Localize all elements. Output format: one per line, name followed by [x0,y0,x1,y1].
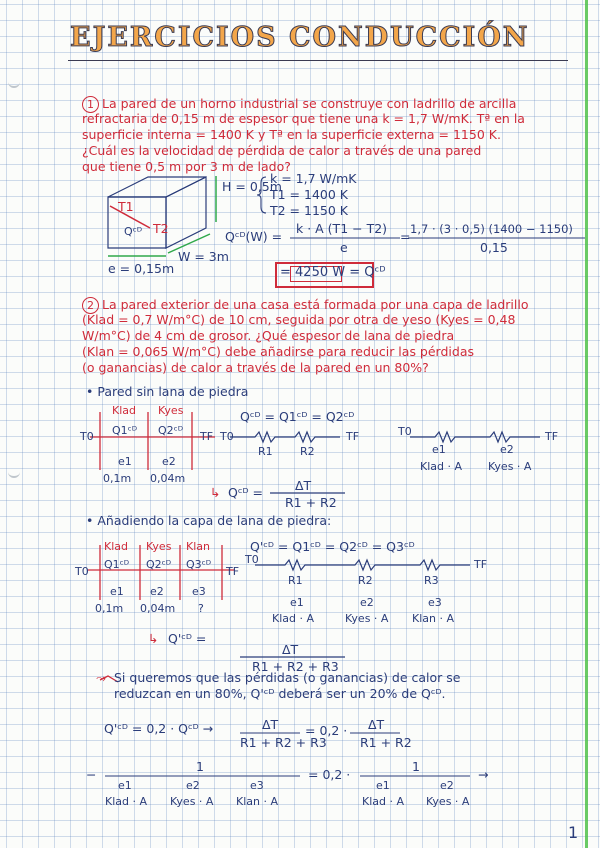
sec-b-t0: T0 [75,565,89,578]
section-a-heading: • Pared sin lana de piedra [86,384,249,399]
sec-a-e1: e1 [118,455,132,468]
final-frac-b-1-den: Klad · A [362,795,405,808]
fig1-w-label: W = 3m [178,249,229,264]
problem-2-line-5: (o ganancias) de calor a través de la pared en un 80%? [82,360,429,375]
final-frac-1-den: Klad · A [105,795,148,808]
fig1-e-label: e = 0,15m [108,261,175,276]
sec-b-rfrac-1-num: e1 [290,596,304,609]
sec-b-circuit-tf: TF [474,558,488,571]
sec-a-res-t0: T0 [398,425,412,438]
sec-b-formula-lhs: Q'ᶜᴰ = [168,631,207,646]
conclusion-eq-lhs: Q'ᶜᴰ = 0,2 · Qᶜᴰ → [104,721,214,736]
sec-a-rfrac-1-den: Klad · A [420,460,463,473]
final-frac-b-2-num: e2 [440,779,454,792]
fig1-t2-label: T2 [153,221,169,236]
sec-a-e2: e2 [162,455,176,468]
final-frac-2-den: Kyes · A [170,795,214,808]
sec-b-relation: Q'ᶜᴰ = Q1ᶜᴰ = Q2ᶜᴰ = Q3ᶜᴰ [250,539,415,554]
sec-a-thick-2: 0,04m [150,472,186,485]
sec-a-r2: R2 [300,445,315,458]
problem-2-line-3: W/m°C) de 4 cm de grosor. ¿Qué espesor de lana de piedra [82,328,455,343]
problem-1-line-1: 1 La pared de un horno industrial se construye con ladrillo de arcilla [82,96,516,113]
sec-a-q2: Q2ᶜᴰ [158,424,184,437]
conclusion-eq-a-num: ΔT [262,717,279,732]
eq1-den1: e [340,240,348,255]
fig1-q-label: Qᶜᴰ [124,225,143,238]
sec-a-r1: R1 [258,445,273,458]
eq1-num2: 1,7 · (3 · 0,5) (1400 − 1150) [410,222,573,236]
sec-a-tf: TF [200,430,214,443]
final-mid: = 0,2 · [308,767,351,782]
sec-b-rfrac-2-den: Kyes · A [345,612,389,625]
conclusion-arrow: ⤳ [96,670,107,685]
final-one-a: 1 [196,759,204,774]
sec-a-relation: Qᶜᴰ = Q1ᶜᴰ = Q2ᶜᴰ [240,409,355,424]
sec-b-formula-den: R1 + R2 + R3 [252,659,339,674]
eq1-den2: 0,15 [480,240,508,255]
sec-b-q2: Q2ᶜᴰ [146,558,172,571]
sec-b-rfrac-1-den: Klad · A [272,612,315,625]
sec-b-formula-num: ΔT [282,642,299,657]
conclusion-eq-mid: = 0,2 · [305,723,348,738]
sec-a-t0: T0 [80,430,94,443]
sec-b-wall-label-1: Klad [104,540,128,553]
sec-a-res-tf: TF [545,430,559,443]
sec-b-wall-label-2: Kyes [146,540,172,553]
final-frac-b-1-num: e1 [376,779,390,792]
conclusion-line-1: Si queremos que las pérdidas (o ganancias) de calor se [114,670,461,685]
problem-2-line-4: (Klan = 0,065 W/m°C) debe añadirse para reducir las pérdidas [82,344,474,359]
final-frac-b-2-den: Kyes · A [426,795,470,808]
problem-1-number: 1 [82,96,99,113]
sec-b-thick-1: 0,1m [95,602,124,615]
page-title: EJERCICIOS CONDUCCIÓN [70,22,530,53]
sec-b-q1: Q1ᶜᴰ [104,558,130,571]
conclusion-eq-b-num: ΔT [368,717,385,732]
sec-b-thick-2: 0,04m [140,602,176,615]
eq1-mid: = [400,229,411,244]
sec-a-wall-label-1: Klad [112,404,136,417]
sec-b-rfrac-2-num: e2 [360,596,374,609]
conclusion-eq-a-den: R1 + R2 + R3 [240,735,327,750]
sec-b-circuit-t0: T0 [245,553,259,566]
fig1-data-k: k = 1,7 W/mK [270,171,357,186]
problem-2-line-1: 2 La pared exterior de una casa está formada por una capa de ladrillo [82,297,529,314]
problem-1-line-5: que tiene 0,5 m por 3 m de lado? [82,159,291,174]
final-arrow: → [478,767,489,782]
sec-a-q1: Q1ᶜᴰ [112,424,138,437]
final-frac-3-den: Klan · A [236,795,278,808]
problem-1-line-2: refractaria de 0,15 m de espesor que tiene una k = 1,7 W/mK. Tª en la [82,111,525,126]
problem-1-line-4: ¿Cuál es la velocidad de pérdida de calor a través de una pared [82,143,482,158]
sec-a-rfrac-2-den: Kyes · A [488,460,532,473]
sec-a-formula-num: ΔT [295,478,312,493]
sec-b-e2: e2 [150,585,164,598]
eq1-result: = 4250 W = Qᶜᴰ [280,265,386,280]
final-frac-1-num: e1 [118,779,132,792]
final-frac-3-num: e3 [250,779,264,792]
problem-2-number: 2 [82,297,99,314]
fig1-data-t1: T1 = 1400 K [270,187,348,202]
sec-a-rfrac-2-num: e2 [500,443,514,456]
conclusion-line-2: reduzcan en un 80%, Q'ᶜᴰ deberá ser un 20% de Qᶜᴰ. [114,686,446,701]
sec-b-rfrac-3-num: e3 [428,596,442,609]
sec-a-rfrac-1-num: e1 [432,443,446,456]
final-frac-2-num: e2 [186,779,200,792]
problem-1-line-3: superficie interna = 1400 K y Tª en la superficie externa = 1150 K. [82,127,501,142]
final-one-b: 1 [412,759,420,774]
sec-b-thick-3: ? [198,602,204,615]
conclusion-eq-b-den: R1 + R2 [360,735,412,750]
sec-b-r3: R3 [424,574,439,587]
final-prefix: − [86,767,97,782]
sec-b-rfrac-3-den: Klan · A [412,612,454,625]
sec-b-r2: R2 [358,574,373,587]
fig1-data-t2: T2 = 1150 K [270,203,348,218]
section-b-heading: • Añadiendo la capa de lana de piedra: [86,513,332,528]
sec-a-circuit-tf: TF [346,430,360,443]
fig1-h-label: H = 0,5m [222,179,282,194]
sec-b-q3: Q3ᶜᴰ [186,558,212,571]
sec-a-circuit-t0: T0 [220,430,234,443]
sec-b-e1: e1 [110,585,124,598]
sec-a-thick-1: 0,1m [103,472,132,485]
sec-a-wall-label-2: Kyes [158,404,184,417]
sec-b-e3: e3 [192,585,206,598]
eq1-num1: k · A (T1 − T2) [296,221,388,236]
problem-2-line-2: (Klad = 0,7 W/m°C) de 10 cm, seguida por otra de yeso (Kyes = 0,48 [82,312,516,327]
sec-b-r1: R1 [288,574,303,587]
sec-b-wall-label-3: Klan [186,540,210,553]
page-number: 1 [568,823,579,842]
fig1-t1-label: T1 [118,199,134,214]
sec-a-arrow: ↳ [210,485,221,500]
sec-b-arrow: ↳ [148,631,159,646]
sec-b-tf: TF [226,565,240,578]
sec-a-formula-lhs: Qᶜᴰ = [228,485,263,500]
eq1-lhs: Qᶜᴰ(W) = [225,229,283,244]
sec-a-formula-den: R1 + R2 [285,495,337,510]
